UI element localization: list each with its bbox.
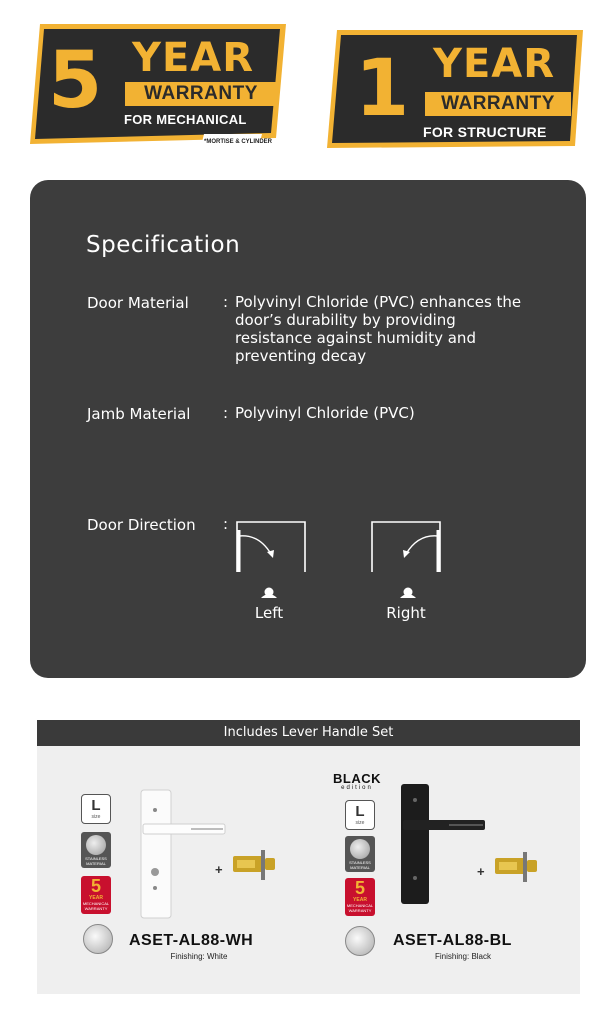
warranty-badge-structure [325,28,587,152]
black-lever-handle-icon [393,782,489,906]
jamb-material-colon: : [223,404,229,422]
specification-title: Specification [86,232,241,258]
warranty-subtitle: FOR STRUCTURE [423,124,547,140]
stainless-seal-icon [83,924,113,954]
white-lever-handle-icon [133,788,229,920]
latch-icon [231,846,277,886]
mechanical-warranty-icon: 5 YEAR MECHANICAL WARRANTY [81,876,111,914]
door-material-value: Polyvinyl Chloride (PVC) enhances the door’s durability by providing resistance against humidity and preventing decay [235,293,522,365]
warranty-number: 5 [48,36,103,126]
stainless-material-icon: STAINLESS MATERIAL [81,832,111,868]
stainless-seal-icon [345,926,375,956]
size-l-icon: L size [81,794,111,824]
stainless-material-icon: STAINLESS MATERIAL [345,836,375,872]
jamb-material-value: Polyvinyl Chloride (PVC) [235,404,415,422]
warranty-ribbon: WARRANTY [125,82,277,106]
plus-sign: + [477,864,485,879]
product-model: ASET-AL88-WH [129,932,254,949]
door-left-caption: Left [254,604,284,622]
door-left-icon [233,520,313,600]
plus-sign: + [215,862,223,877]
mechanical-warranty-icon: 5 YEAR MECHANICAL WARRANTY [345,878,375,916]
lever-handle-section [37,720,580,994]
warranty-ribbon: WARRANTY [425,92,571,116]
door-direction-colon: : [223,515,229,533]
product-finishing: Finishing: White [170,952,228,961]
door-direction-label: Door Direction [87,516,196,534]
lever-header: Includes Lever Handle Set [37,720,580,746]
door-material-colon: : [223,293,229,311]
door-material-label: Door Material [87,294,189,312]
warranty-badge-mechanical [28,22,290,156]
door-right-caption: Right [386,604,426,622]
product-model: ASET-AL88-BL [393,932,512,949]
warranty-year: YEAR [132,35,255,81]
size-l-icon: L size [345,800,375,830]
warranty-note: *MORTISE & CYLINDER [204,139,273,145]
product-finishing: Finishing: Black [434,952,492,961]
warranty-subtitle: FOR MECHANICAL [124,112,247,127]
black-edition-logo: BLACK edition [333,771,381,791]
jamb-material-label: Jamb Material [87,405,191,423]
door-right-icon [368,520,448,600]
specification-panel [30,180,586,678]
latch-icon [493,848,539,888]
warranty-number: 1 [355,44,410,134]
warranty-year: YEAR [433,41,556,87]
